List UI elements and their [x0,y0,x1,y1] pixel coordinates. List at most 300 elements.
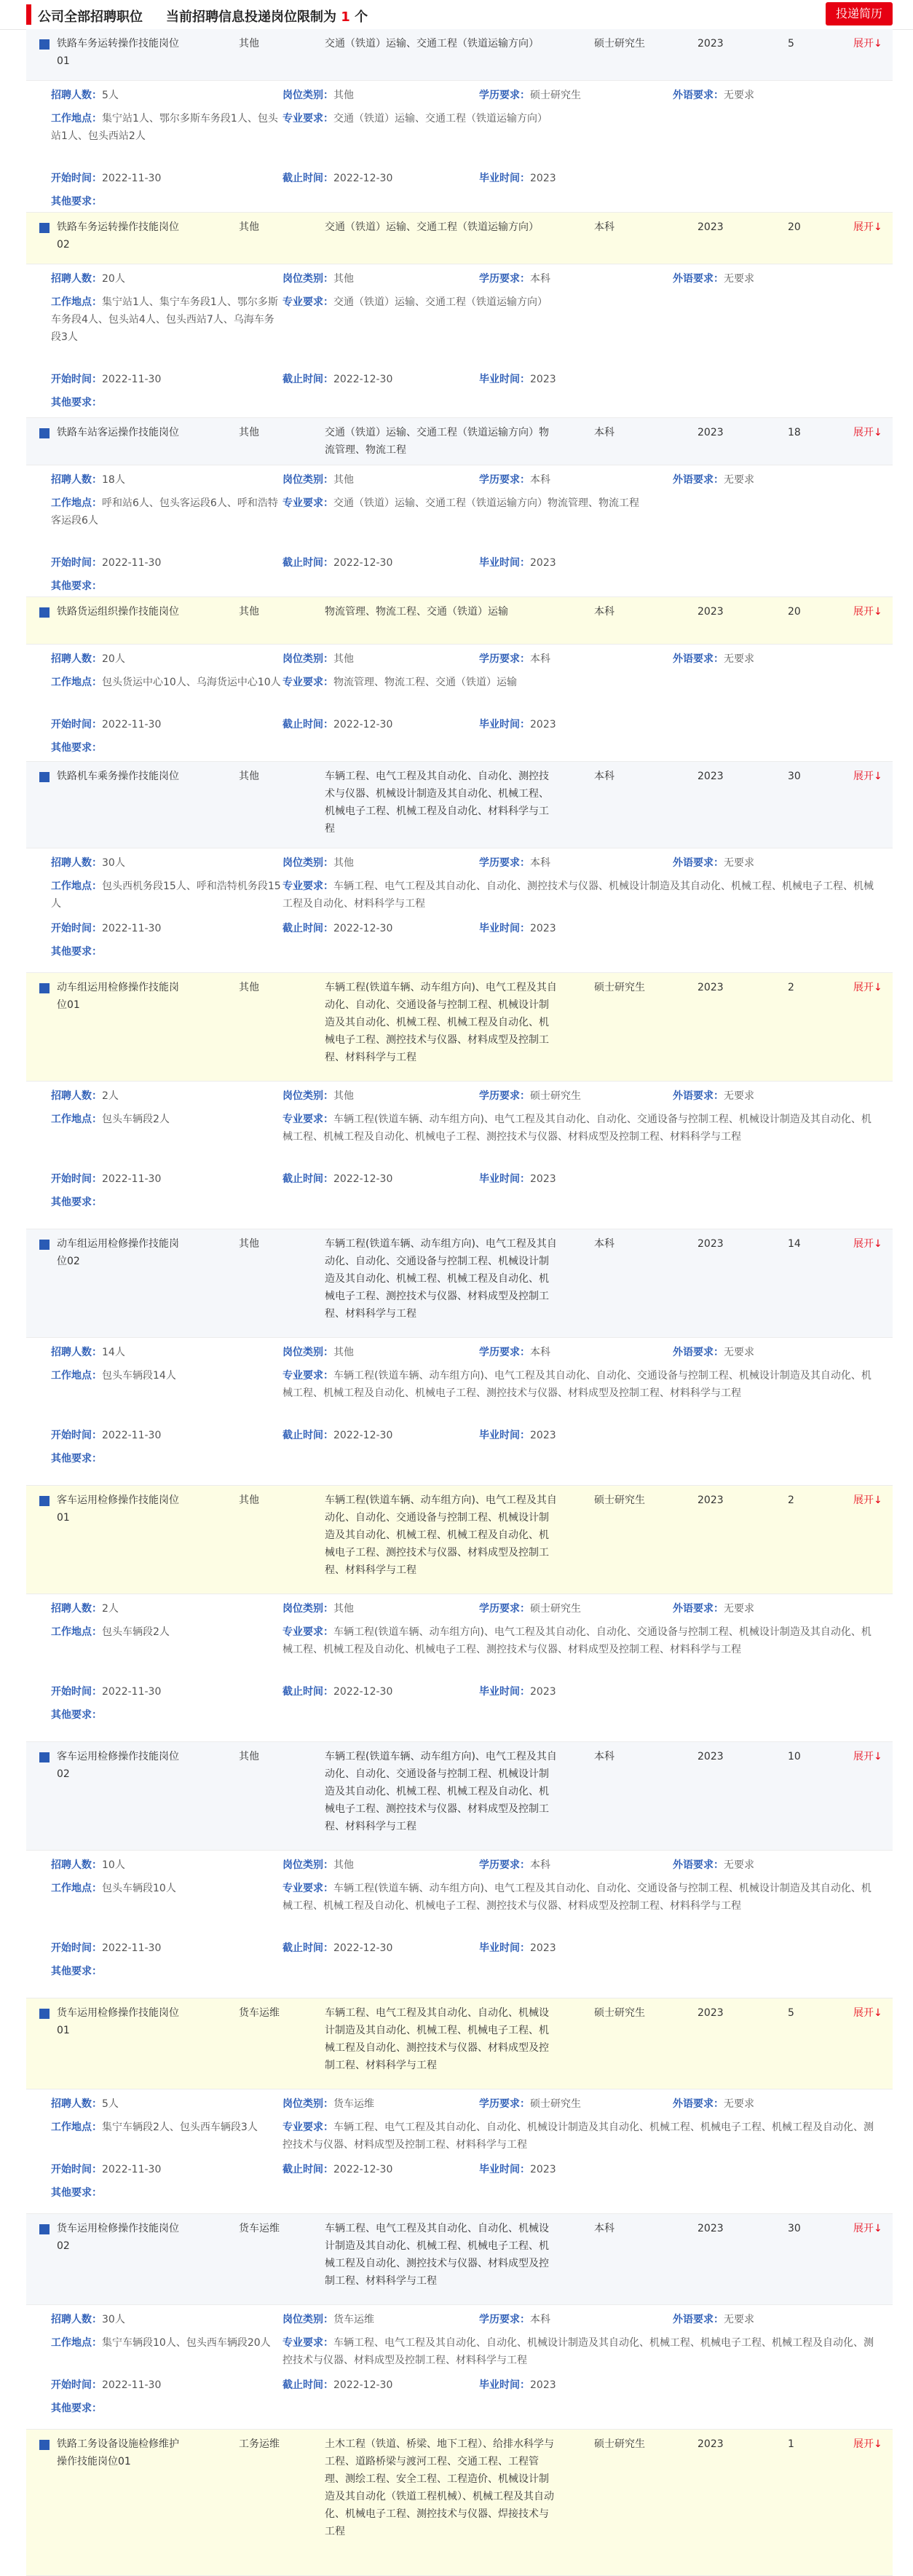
detail-edu [479,1087,654,1105]
checkbox-icon[interactable] [39,772,50,782]
job-education: 本科 [594,221,614,233]
detail-start [51,170,248,187]
checkbox-icon[interactable] [39,1240,50,1250]
detail-other [51,2400,342,2417]
label-start: 开始时间 ： [51,2379,102,2391]
label-other: 其他要求 ： [51,1966,102,1977]
detail-recruit [51,1600,248,1618]
value-recruit: 2人 [102,1603,119,1615]
job-detail [26,1338,893,1486]
label-recruit: 招聘人数 ： [51,2314,102,2325]
label-edu: 学历要求 ： [479,1603,530,1615]
expand-link[interactable]: 展开↓ [853,606,882,618]
label-location: 工作地点 ： [51,113,102,125]
job-row[interactable] [26,418,893,465]
job-major: 车辆工程、电气工程及其自动化、自动化、机械设计制造及其自动化、机械工程、机械电子工程、机械工程及自动化、测控技术与仪器、材料成型及控制工程、材料科学与工程 [325,2223,549,2287]
label-edu: 学历要求 ： [479,474,530,486]
job-category: 其他 [239,606,259,618]
job-row[interactable] [26,1486,893,1594]
expand-link[interactable]: 展开↓ [853,2007,882,2019]
label-lang: 外语要求 ： [673,90,724,101]
checkbox-icon[interactable] [39,2009,50,2019]
job-count: 1 [788,2438,794,2450]
expand-link[interactable]: 展开↓ [853,221,882,233]
job-category: 货车运维 [239,2223,280,2234]
detail-start [51,1939,248,1957]
expand-link[interactable]: 展开↓ [853,2223,882,2234]
label-type: 岗位类别 ： [282,1603,333,1615]
job-name: 铁路车务运转操作技能岗位02 [57,221,179,251]
value-major: 车辆工程(铁道车辆、动车组方向)、电气工程及其自动化、自动化、交通设备与控制工程、机械设计制造及其自动化、机械工程、机械工程及自动化、机械电子工程、测控技术与仪器、材料成型及控制工程、材料科学与工程 [282,1626,872,1655]
expand-link[interactable]: 展开↓ [853,1238,882,1250]
checkbox-icon[interactable] [39,223,50,233]
detail-recruit [51,1087,248,1105]
label-end: 截止时间 ： [282,2379,333,2391]
detail-end [282,170,465,187]
job-year: 2023 [697,2007,724,2019]
detail-end [282,920,465,937]
value-type: 其他 [333,474,354,486]
job-education: 本科 [594,1751,614,1762]
label-major: 专业要求 ： [282,497,333,509]
value-start: 2022-11-30 [102,1686,162,1698]
detail-start [51,1683,248,1701]
detail-type [282,1600,465,1618]
detail-lang [673,471,855,489]
value-location: 包头车辆段2人 [102,1626,170,1638]
expand-link[interactable]: 展开↓ [853,982,882,993]
job-education: 本科 [594,427,614,438]
job-count: 10 [788,1751,801,1762]
label-location: 工作地点 ： [51,2337,102,2349]
job-detail [26,1594,893,1742]
value-end: 2022-12-30 [333,2164,393,2175]
value-location: 集宁站1人、集宁车务段1人、鄂尔多斯车务段4人、包头站4人、包头西站7人、乌海车务段3人 [51,296,278,343]
label-edu: 学历要求 ： [479,2098,530,2110]
job-row[interactable] [26,1742,893,1851]
detail-lang [673,854,855,872]
detail-location [51,674,282,691]
job-category: 其他 [239,38,259,50]
job-row[interactable] [26,29,893,81]
job-detail [26,2089,893,2214]
value-major: 交通（铁道）运输、交通工程（铁道运输方向） [333,296,548,308]
value-grad: 2023 [530,1173,556,1185]
job-name: 货车运用检修操作技能岗位01 [57,2007,179,2036]
detail-start [51,2161,248,2178]
label-grad: 毕业时间 ： [479,2379,530,2391]
expand-link[interactable]: 展开↓ [853,2438,882,2450]
value-start: 2022-11-30 [102,1942,162,1954]
value-grad: 2023 [530,1686,556,1698]
value-major: 车辆工程、电气工程及其自动化、自动化、机械设计制造及其自动化、机械工程、机械电子工程、机械工程及自动化、测控技术与仪器、材料成型及控制工程、材料科学与工程 [282,2122,874,2151]
detail-location [51,1111,282,1128]
job-year: 2023 [697,982,724,993]
detail-major [282,1623,880,1658]
job-major: 交通（铁道）运输、交通工程（铁道运输方向）物流管理、物流工程 [325,427,549,456]
label-other: 其他要求 ： [51,196,102,208]
value-location: 包头车辆段14人 [102,1370,176,1382]
detail-end [282,2376,465,2394]
value-start: 2022-11-30 [102,2379,162,2391]
value-lang: 无要求 [724,1859,754,1871]
label-lang: 外语要求 ： [673,1859,724,1871]
detail-lang [673,87,855,104]
label-major: 专业要求 ： [282,2122,333,2133]
job-detail [26,465,893,597]
value-start: 2022-11-30 [102,1430,162,1441]
label-location: 工作地点 ： [51,497,102,509]
job-row[interactable] [26,762,893,848]
detail-location [51,1880,282,1897]
job-education: 本科 [594,2223,614,2234]
label-recruit: 招聘人数 ： [51,2098,102,2110]
detail-recruit [51,1856,248,1874]
detail-major [282,1367,880,1402]
value-type: 其他 [333,1859,354,1871]
job-year: 2023 [697,2438,724,2450]
job-row[interactable] [26,1229,893,1338]
value-edu: 硕士研究生 [530,2098,581,2110]
detail-start [51,2376,248,2394]
label-start: 开始时间 ： [51,1430,102,1441]
label-other: 其他要求 ： [51,580,102,592]
job-name: 铁路车站客运操作技能岗位 [57,427,179,438]
label-location: 工作地点 ： [51,1370,102,1382]
detail-end [282,371,465,388]
job-name: 货车运用检修操作技能岗位02 [57,2223,179,2252]
label-start: 开始时间 ： [51,374,102,385]
detail-start [51,554,248,572]
value-grad: 2023 [530,1430,556,1441]
value-end: 2022-12-30 [333,2379,393,2391]
label-other: 其他要求 ： [51,2187,102,2199]
label-end: 截止时间 ： [282,2164,333,2175]
value-recruit: 20人 [102,273,125,285]
value-type: 其他 [333,1347,354,1358]
detail-lang [673,1087,855,1105]
value-edu: 本科 [530,2314,550,2325]
detail-end [282,1683,465,1701]
detail-end [282,1427,465,1444]
detail-major [282,878,880,913]
label-location: 工作地点 ： [51,2122,102,2133]
job-major: 车辆工程(铁道车辆、动车组方向)、电气工程及其自动化、自动化、交通设备与控制工程、机械设计制造及其自动化、机械工程、机械工程及自动化、机械电子工程、测控技术与仪器、材料成型及控制工程、材料科学与工程 [325,1751,557,1832]
detail-other [51,943,342,961]
job-category: 其他 [239,982,259,993]
detail-type [282,270,465,288]
job-education: 本科 [594,771,614,782]
detail-edu [479,1600,654,1618]
detail-other [51,1450,342,1468]
detail-end [282,716,465,733]
label-edu: 学历要求 ： [479,2314,530,2325]
label-other: 其他要求 ： [51,1453,102,1465]
label-grad: 毕业时间 ： [479,1173,530,1185]
job-detail [26,1082,893,1229]
detail-edu [479,270,654,288]
label-start: 开始时间 ： [51,173,102,184]
checkbox-icon[interactable] [39,2440,50,2450]
detail-edu [479,1344,654,1361]
label-type: 岗位类别 ： [282,857,333,869]
detail-major [282,2119,880,2154]
job-name: 动车组运用检修操作技能岗位01 [57,982,179,1011]
job-row[interactable] [26,597,893,645]
label-other: 其他要求 ： [51,742,102,754]
value-major: 车辆工程(铁道车辆、动车组方向)、电气工程及其自动化、自动化、交通设备与控制工程、机械设计制造及其自动化、机械工程、机械工程及自动化、机械电子工程、测控技术与仪器、材料成型及控制工程、材料科学与工程 [282,1114,872,1143]
value-major: 车辆工程、电气工程及其自动化、自动化、机械设计制造及其自动化、机械工程、机械电子工程、机械工程及自动化、测控技术与仪器、材料成型及控制工程、材料科学与工程 [282,2337,874,2366]
value-end: 2022-12-30 [333,557,393,569]
label-major: 专业要求 ： [282,1626,333,1638]
label-end: 截止时间 ： [282,1942,333,1954]
value-type: 其他 [333,1090,354,1102]
job-education: 硕士研究生 [594,38,645,50]
job-row[interactable] [26,213,893,264]
expand-link[interactable]: 展开↓ [853,1751,882,1762]
job-year: 2023 [697,1494,724,1506]
job-education: 硕士研究生 [594,2438,645,2450]
value-type: 其他 [333,857,354,869]
value-edu: 本科 [530,1347,550,1358]
label-major: 专业要求 ： [282,1370,333,1382]
value-start: 2022-11-30 [102,374,162,385]
value-recruit: 5人 [102,2098,119,2110]
label-end: 截止时间 ： [282,1173,333,1185]
detail-grad [479,920,654,937]
label-lang: 外语要求 ： [673,2098,724,2110]
job-major: 交通（铁道）运输、交通工程（铁道运输方向） [325,221,539,233]
detail-major [282,110,880,127]
job-detail [26,1851,893,1998]
label-grad: 毕业时间 ： [479,1430,530,1441]
detail-recruit [51,87,248,104]
value-start: 2022-11-30 [102,719,162,730]
detail-recruit [51,650,248,668]
job-major: 物流管理、物流工程、交通（铁道）运输 [325,606,508,618]
job-year: 2023 [697,1238,724,1250]
detail-lang [673,1344,855,1361]
detail-location [51,110,282,145]
value-major: 车辆工程、电气工程及其自动化、自动化、测控技术与仪器、机械设计制造及其自动化、机械工程、机械电子工程、机械工程及自动化、材料科学与工程 [282,881,874,910]
value-edu: 本科 [530,857,550,869]
label-end: 截止时间 ： [282,1430,333,1441]
detail-type [282,87,465,104]
job-detail [26,264,893,418]
label-type: 岗位类别 ： [282,1859,333,1871]
label-edu: 学历要求 ： [479,90,530,101]
expand-link[interactable]: 展开↓ [853,427,882,438]
label-end: 截止时间 ： [282,719,333,730]
job-name: 铁路机车乘务操作技能岗位 [57,771,179,782]
label-grad: 毕业时间 ： [479,923,530,934]
title-marker [26,4,31,25]
label-type: 岗位类别 ： [282,1347,333,1358]
label-location: 工作地点 ： [51,677,102,688]
label-recruit: 招聘人数 ： [51,273,102,285]
value-grad: 2023 [530,557,556,569]
label-location: 工作地点 ： [51,1114,102,1125]
detail-major [282,1111,880,1146]
label-start: 开始时间 ： [51,1942,102,1954]
value-edu: 硕士研究生 [530,90,581,101]
expand-link[interactable]: 展开↓ [853,38,882,50]
value-type: 其他 [333,653,354,665]
label-type: 岗位类别 ： [282,1090,333,1102]
detail-other [51,739,342,757]
detail-edu [479,650,654,668]
label-lang: 外语要求 ： [673,1090,724,1102]
checkbox-icon[interactable] [39,1752,50,1762]
submit-resume-button[interactable]: 投递简历 [826,2,893,25]
label-type: 岗位类别 ： [282,90,333,101]
value-grad: 2023 [530,719,556,730]
detail-other [51,1706,342,1724]
label-other: 其他要求 ： [51,2403,102,2414]
value-end: 2022-12-30 [333,719,393,730]
detail-start [51,1170,248,1188]
value-edu: 本科 [530,273,550,285]
detail-lang [673,1856,855,1874]
detail-grad [479,716,654,733]
notice-number: 1 [341,9,350,25]
detail-edu [479,471,654,489]
detail-major [282,294,880,311]
value-lang: 无要求 [724,857,754,869]
value-location: 呼和站6人、包头客运段6人、呼和浩特客运段6人 [51,497,278,527]
job-row[interactable] [26,2430,893,2576]
label-end: 截止时间 ： [282,173,333,184]
checkbox-icon[interactable] [39,39,50,50]
value-start: 2022-11-30 [102,2164,162,2175]
value-grad: 2023 [530,923,556,934]
value-start: 2022-11-30 [102,173,162,184]
value-lang: 无要求 [724,1347,754,1358]
value-recruit: 5人 [102,90,119,101]
job-detail [26,81,893,213]
label-type: 岗位类别 ： [282,474,333,486]
detail-grad [479,371,654,388]
apply-limit-notice [166,7,368,25]
checkbox-icon[interactable] [39,428,50,438]
detail-location [51,878,282,913]
label-type: 岗位类别 ： [282,2098,333,2110]
label-location: 工作地点 ： [51,1883,102,1894]
value-major: 交通（铁道）运输、交通工程（铁道运输方向）物流管理、物流工程 [333,497,639,509]
detail-grad [479,1170,654,1188]
job-name: 铁路车务运转操作技能岗位01 [57,38,179,67]
label-recruit: 招聘人数 ： [51,1603,102,1615]
job-count: 2 [788,1494,794,1506]
job-detail [26,2305,893,2430]
detail-type [282,650,465,668]
job-row[interactable] [26,2214,893,2305]
job-detail [26,645,893,762]
label-recruit: 招聘人数 ： [51,857,102,869]
label-recruit: 招聘人数 ： [51,474,102,486]
detail-lang [673,650,855,668]
label-edu: 学历要求 ： [479,273,530,285]
job-row[interactable] [26,1998,893,2089]
expand-link[interactable]: 展开↓ [853,771,882,782]
label-lang: 外语要求 ： [673,474,724,486]
value-location: 包头货运中心10人、乌海货运中心10人 [102,677,281,688]
value-major: 车辆工程(铁道车辆、动车组方向)、电气工程及其自动化、自动化、交通设备与控制工程、机械设计制造及其自动化、机械工程、机械工程及自动化、机械电子工程、测控技术与仪器、材料成型及控制工程、材料科学与工程 [282,1370,872,1399]
value-type: 货车运维 [333,2098,374,2110]
detail-edu [479,854,654,872]
label-grad: 毕业时间 ： [479,173,530,184]
value-edu: 本科 [530,1859,550,1871]
value-lang: 无要求 [724,273,754,285]
detail-other [51,193,342,210]
job-major: 车辆工程(铁道车辆、动车组方向)、电气工程及其自动化、自动化、交通设备与控制工程、机械设计制造及其自动化、机械工程、机械工程及自动化、机械电子工程、测控技术与仪器、材料成型及控制工程、材料科学与工程 [325,1494,557,1576]
detail-recruit [51,854,248,872]
job-name: 客车运用检修操作技能岗位01 [57,1494,179,1524]
value-end: 2022-12-30 [333,1942,393,1954]
detail-start [51,716,248,733]
job-name: 客车运用检修操作技能岗位02 [57,1751,179,1780]
detail-type [282,2311,465,2328]
value-edu: 硕士研究生 [530,1090,581,1102]
value-lang: 无要求 [724,2314,754,2325]
value-recruit: 20人 [102,653,125,665]
job-year: 2023 [697,606,724,618]
job-count: 14 [788,1238,801,1250]
label-edu: 学历要求 ： [479,1859,530,1871]
label-recruit: 招聘人数 ： [51,1859,102,1871]
detail-grad [479,2161,654,2178]
job-education: 硕士研究生 [594,982,645,993]
checkbox-icon[interactable] [39,1496,50,1506]
expand-link[interactable]: 展开↓ [853,1494,882,1506]
job-category: 其他 [239,1751,259,1762]
job-major: 交通（铁道）运输、交通工程（铁道运输方向） [325,38,539,50]
value-grad: 2023 [530,1942,556,1954]
job-category: 其他 [239,771,259,782]
value-recruit: 18人 [102,474,125,486]
value-recruit: 14人 [102,1347,125,1358]
checkbox-icon[interactable] [39,607,50,618]
job-major: 车辆工程、电气工程及其自动化、自动化、测控技术与仪器、机械设计制造及其自动化、机械工程、机械电子工程、机械工程及自动化、材料科学与工程 [325,771,549,835]
job-year: 2023 [697,38,724,50]
value-end: 2022-12-30 [333,1173,393,1185]
value-major: 车辆工程(铁道车辆、动车组方向)、电气工程及其自动化、自动化、交通设备与控制工程、机械设计制造及其自动化、机械工程、机械工程及自动化、机械电子工程、测控技术与仪器、材料成型及控制工程、材料科学与工程 [282,1883,872,1912]
label-lang: 外语要求 ： [673,653,724,665]
job-count: 30 [788,771,801,782]
value-start: 2022-11-30 [102,557,162,569]
detail-other [51,1963,342,1980]
job-count: 5 [788,2007,794,2019]
label-location: 工作地点 ： [51,1626,102,1638]
job-count: 5 [788,38,794,50]
checkbox-icon[interactable] [39,2224,50,2234]
detail-type [282,1344,465,1361]
detail-recruit [51,2095,248,2113]
detail-start [51,1427,248,1444]
detail-edu [479,2311,654,2328]
label-start: 开始时间 ： [51,1173,102,1185]
detail-location [51,495,282,529]
job-row[interactable] [26,973,893,1082]
detail-major [282,1880,880,1915]
detail-other [51,2184,342,2202]
label-lang: 外语要求 ： [673,273,724,285]
checkbox-icon[interactable] [39,983,50,993]
label-grad: 毕业时间 ： [479,1686,530,1698]
label-edu: 学历要求 ： [479,857,530,869]
detail-lang [673,270,855,288]
label-recruit: 招聘人数 ： [51,1347,102,1358]
